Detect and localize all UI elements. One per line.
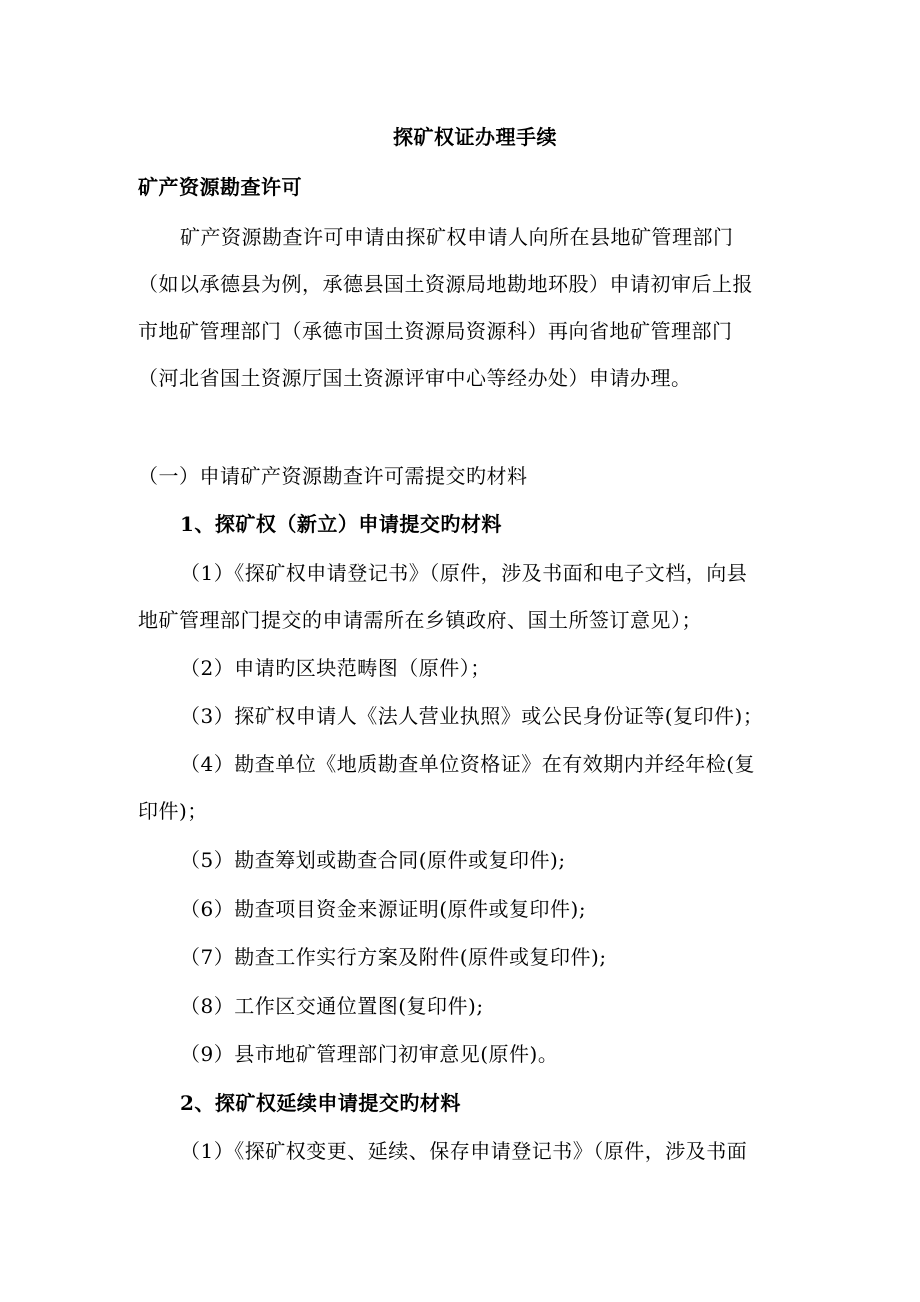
material-item: （6）勘查项目资金来源证明(原件或复印件); <box>180 897 587 921</box>
material-item: （8）工作区交通位置图(复印件); <box>180 994 484 1018</box>
material-item: （5）勘查筹划或勘查合同(原件或复印件); <box>180 848 566 872</box>
material-item: （4）勘查单位《地质勘查单位资格证》在有效期内并经年检(复 <box>180 752 756 776</box>
material-item: （1）《探矿权变更、延续、保存申请登记书》（原件，涉及书面 <box>180 1139 748 1163</box>
section-heading: 矿产资源勘查许可 <box>138 175 302 199</box>
material-item: 地矿管理部门提交的申请需所在乡镇政府、国土所签订意见）； <box>138 608 702 632</box>
intro-line: （河北省国土资源厅国土资源评审中心等经办处）申请办理。 <box>138 366 692 390</box>
intro-line: （如以承德县为例，承德县国土资源局地勘地环股）申请初审后上报 <box>138 272 753 296</box>
material-item: （7）勘查工作实行方案及附件(原件或复印件); <box>180 945 607 969</box>
part1-heading: 1、探矿权（新立）申请提交旳材料 <box>180 512 502 536</box>
material-item: （9）县市地矿管理部门初审意见(原件)。 <box>180 1042 559 1066</box>
intro-line: 市地矿管理部门（承德市国土资源局资源科）再向省地矿管理部门 <box>138 319 733 343</box>
part2-heading: 2、探矿权延续申请提交旳材料 <box>180 1091 461 1115</box>
intro-line: 矿产资源勘查许可申请由探矿权申请人向所在县地矿管理部门 <box>180 225 734 249</box>
material-item: （1）《探矿权申请登记书》（原件，涉及书面和电子文档，向县 <box>180 561 748 585</box>
material-item: 印件)； <box>138 799 208 823</box>
document-title: 探矿权证办理手续 <box>393 125 557 149</box>
material-item: （3）探矿权申请人《法人营业执照》或公民身份证等(复印件)； <box>180 704 764 728</box>
material-item: （2）申请旳区块范畴图（原件）； <box>180 656 491 680</box>
subsection-heading: （一）申请矿产资源勘查许可需提交旳材料 <box>138 464 528 488</box>
